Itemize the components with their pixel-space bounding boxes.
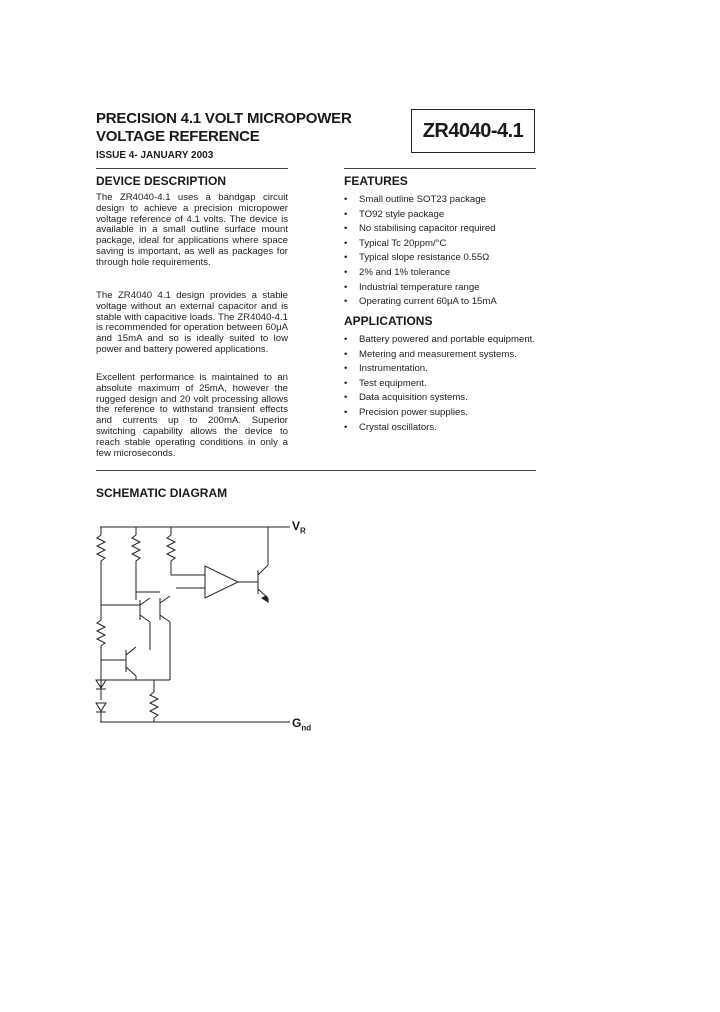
bullet-icon: • [344, 334, 348, 345]
bullet-icon: • [344, 281, 348, 293]
features-heading: FEATURES [344, 174, 408, 188]
list-item: • Industrial temperature range [344, 281, 480, 293]
diode-2 [96, 703, 106, 711]
list-item: • 2% and 1% tolerance [344, 266, 451, 278]
bullet-icon: • [344, 237, 348, 249]
bullet-icon: • [344, 406, 348, 418]
list-item: • Typical Tc 20ppm/°C [344, 237, 447, 249]
vr-label: $V_R$ [292, 519, 306, 536]
gnd-label: $G_{nd}$ [292, 716, 312, 733]
resistor-r3 [167, 535, 175, 575]
list-item: • Typical slope resistance 0.55Ω [344, 252, 490, 264]
title-line-1: PRECISION 4.1 VOLT MICROPOWER [96, 110, 352, 127]
bullet-icon: • [344, 223, 348, 235]
resistor-r5 [150, 692, 158, 722]
list-item: • Metering and measurement systems. [344, 348, 517, 360]
list-item: • Data acquisition systems. [344, 392, 468, 404]
applications-heading: APPLICATIONS [344, 314, 433, 328]
bullet-icon: • [344, 377, 348, 389]
bullet-icon: • [344, 266, 348, 278]
description-paragraph-3: Excellent performance is maintained to an absolute maximum of 25mA, however the rugged design and 20 volt processing allows the reference to withstand transient effects and currents up to 200mA. Superior switching capability allows the device to reach stable operating conditions in only a few microseconds. [96, 372, 288, 459]
wire [258, 565, 268, 575]
op-amp [205, 566, 238, 598]
device-description-heading: DEVICE DESCRIPTION [96, 174, 227, 188]
list-item: • Operating current 60μA to 15mA [344, 296, 497, 308]
bullet-icon: • [344, 421, 348, 433]
list-item: • No stabilising capacitor required [344, 223, 496, 235]
issue-date: ISSUE 4- JANUARY 2003 [96, 150, 214, 161]
wire [126, 667, 136, 676]
list-item: • Instrumentation. [344, 363, 428, 375]
resistor-r2 [132, 535, 140, 570]
description-paragraph-2: The ZR4040 4.1 design provides a stable voltage without an external capacitor and is stable with capacitive loads. The ZR4040-4.1 is recommended for operation between 60μA and 15mA and so is ideally suited to low power and battery powered applications. [96, 290, 288, 355]
bullet-icon: • [344, 363, 348, 375]
bullet-icon: • [344, 348, 348, 360]
description-paragraph-1: The ZR4040-4.1 uses a bandgap circuit design to achieve a precision micropower voltage reference of 4.1 volts. The device is available in a small outline surface mount package, ideal for applications where space saving is important, as well as packages for through hole requirements. [96, 192, 288, 268]
bullet-icon: • [344, 194, 348, 205]
wire [126, 647, 136, 655]
bullet-icon: • [344, 392, 348, 404]
title-line-2: VOLTAGE REFERENCE [96, 128, 260, 145]
wire [160, 615, 170, 622]
wire [140, 615, 150, 622]
part-number: ZR4040-4.1 [422, 119, 524, 142]
wire [160, 596, 170, 603]
schematic-heading: SCHEMATIC DIAGRAM [96, 486, 228, 500]
list-item: • Test equipment. [344, 377, 427, 389]
resistor-r4 [97, 620, 105, 680]
list-item: • Crystal oscillators. [344, 421, 437, 433]
wire [140, 598, 150, 605]
list-item: • Precision power supplies. [344, 406, 468, 418]
list-item: • Small outline SOT23 package [344, 194, 486, 205]
bullet-icon: • [344, 296, 348, 308]
list-item: • TO92 style package [344, 208, 445, 220]
resistor-r1 [97, 535, 105, 570]
list-item: • Battery powered and portable equipment. [344, 334, 535, 345]
bullet-icon: • [344, 252, 348, 264]
bullet-icon: • [344, 208, 348, 220]
